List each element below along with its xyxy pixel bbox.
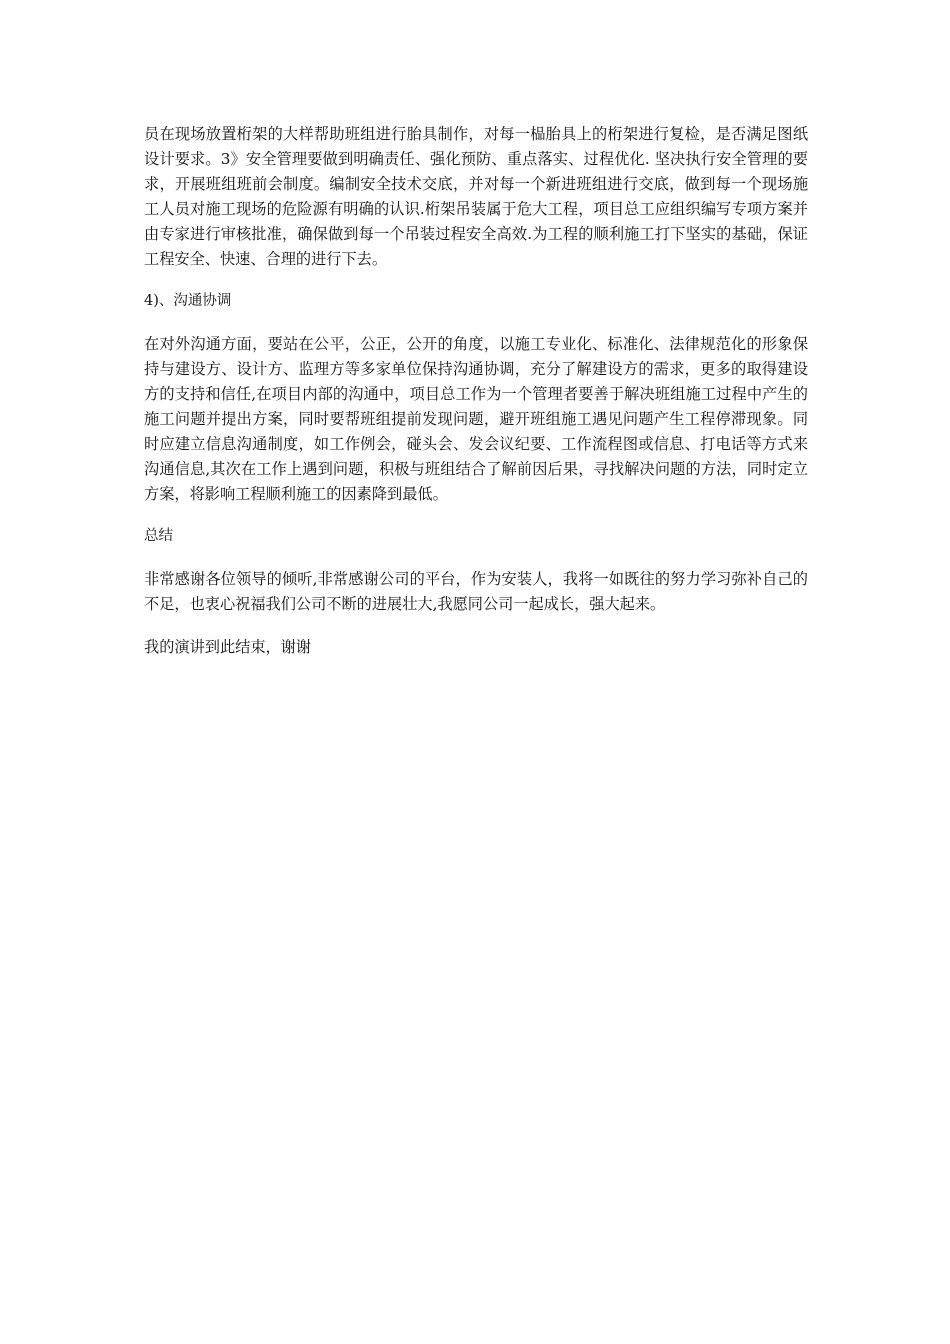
section-heading-communication: 4)、沟通协调 [144,293,232,309]
paragraph-thanks: 非常感谢各位领导的倾听,非常感谢公司的平台，作为安装人，我将一如既往的努力学习弥补自己的不足，也衷心祝福我们公司不断的进展壮大,我愿同公司一起成长，强大起来。 [144,570,808,613]
paragraph-safety-management: 员在现场放置桁架的大样帮助班组进行胎具制作，对每一榀胎具上的桁架进行复检，是否满足图纸设计要求。3》安全管理要做到明确责任、强化预防、重点落实、过程优化. 坚决执行安全管理的要求，开展班组班前会制度。编制安全技术交底，并对每一个新进班组进行交底，做到每一个现场施工人员对施工现场的危险源有明确的认识.桁架吊装属于危大工程，项目总工应组织编写专项方案并由专家进行审核批准，确保做到每一个吊装过程安全高效.为工程的顺利施工打下坚实的基础，保证工程安全、快速、合理的进行下去。 [144,125,808,268]
paragraph-closing: 我的演讲到此结束，谢谢 [144,638,312,656]
document-body [144,122,808,660]
paragraph-communication: 在对外沟通方面，要站在公平，公正，公开的角度，以施工专业化、标准化、法律规范化的形象保持与建设方、设计方、监理方等多家单位保持沟通协调，充分了解建设方的需求，更多的取得建设方的支持和信任,在项目内部的沟通中，项目总工作为一个管理者要善于解决班组施工过程中产生的施工问题并提出方案，同时要帮班组提前发现问题，避开班组施工遇见问题产生工程停滞现象。同时应建立信息沟通制度，如工作例会，碰头会、发会议纪要、工作流程图或信息、打电话等方式来沟通信息,其次在工作上遇到问题，积极与班组结合了解前因后果，寻找解决问题的方法，同时定立方案，将影响工程顺利施工的因素降到最低。 [144,335,808,503]
section-heading-summary: 总结 [144,528,173,544]
